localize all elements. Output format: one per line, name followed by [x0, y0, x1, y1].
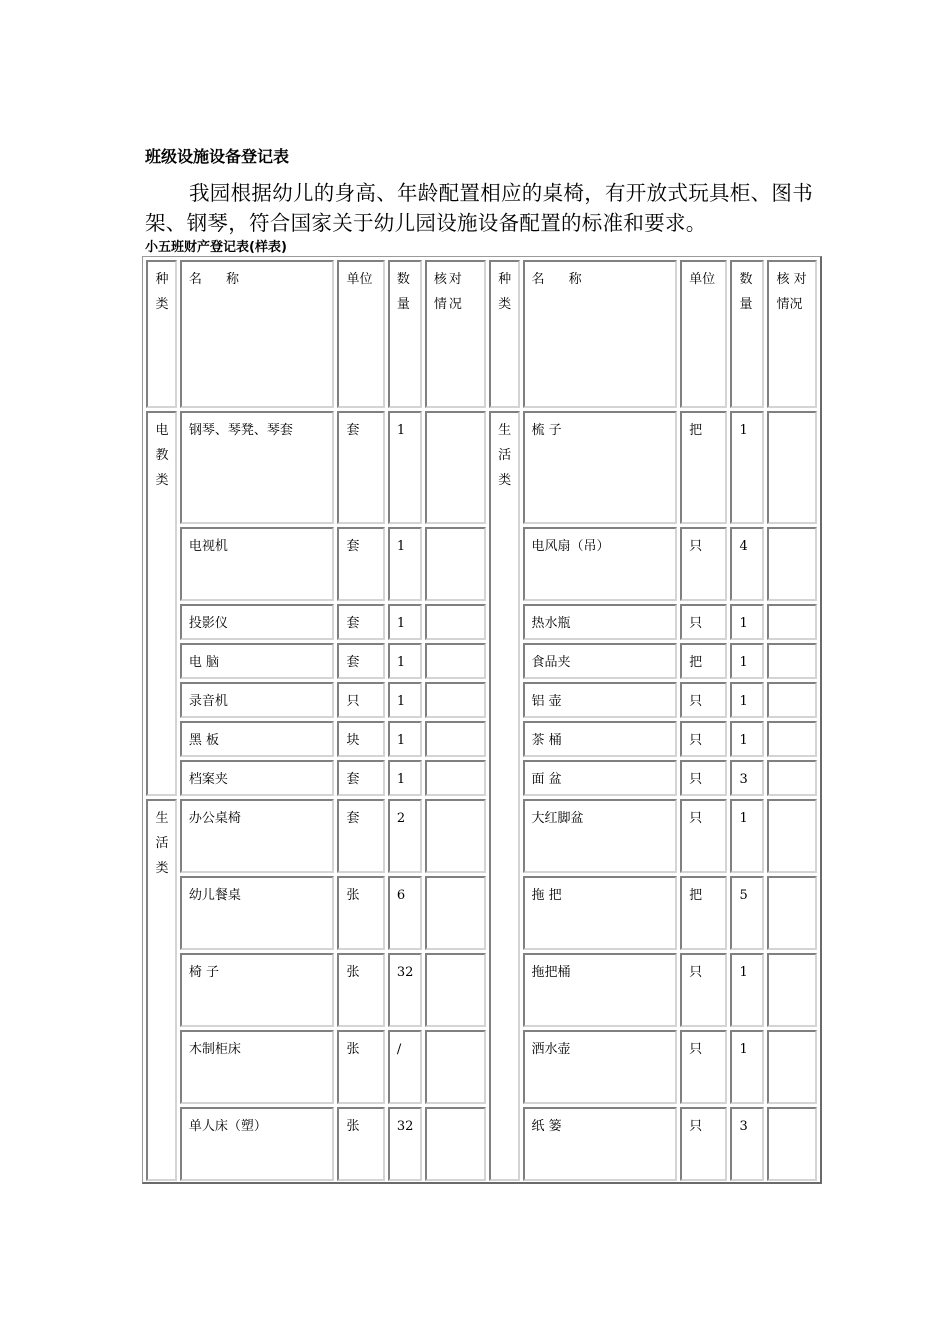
item-name-left: 档案夹 [180, 760, 335, 796]
item-unit-left: 套 [337, 604, 384, 640]
header-category-right: 种 类 [489, 260, 520, 408]
header-unit-right: 单位 [680, 260, 727, 408]
header-category-left: 种 类 [146, 260, 177, 408]
item-unit-right: 只 [680, 760, 727, 796]
table-row [146, 721, 817, 757]
item-qty-right: 1 [730, 682, 764, 718]
header-check-left: 核对情况 [425, 260, 486, 408]
header-name-right: 名 称 [523, 260, 678, 408]
category-left-electronics: 电 教 类 [146, 411, 177, 796]
item-check-right [767, 760, 817, 796]
item-name-right: 拖把桶 [523, 953, 678, 1027]
item-unit-right: 把 [680, 876, 727, 950]
table-row [146, 643, 817, 679]
item-qty-left: 1 [388, 527, 422, 601]
item-qty-right: 1 [730, 411, 764, 524]
item-name-left: 投影仪 [180, 604, 335, 640]
item-unit-left: 套 [337, 760, 384, 796]
property-register-table [142, 256, 822, 1184]
table-row [146, 1107, 817, 1181]
table-row [146, 953, 817, 1027]
item-name-left: 椅 子 [180, 953, 335, 1027]
item-qty-left: 1 [388, 604, 422, 640]
item-qty-right: 1 [730, 643, 764, 679]
item-qty-left: 1 [388, 643, 422, 679]
item-name-right: 纸 篓 [523, 1107, 678, 1181]
item-name-left: 单人床（塑） [180, 1107, 335, 1181]
item-check-right [767, 953, 817, 1027]
item-unit-right: 只 [680, 1030, 727, 1104]
header-row [146, 260, 817, 408]
item-qty-right: 1 [730, 1030, 764, 1104]
item-check-left [425, 1107, 486, 1181]
header-unit-left: 单位 [337, 260, 384, 408]
item-unit-right: 只 [680, 799, 727, 873]
item-unit-right: 只 [680, 527, 727, 601]
item-qty-right: 1 [730, 953, 764, 1027]
header-qty-left: 数 量 [388, 260, 422, 408]
item-unit-left: 套 [337, 643, 384, 679]
item-unit-left: 块 [337, 721, 384, 757]
table-row [146, 799, 817, 873]
item-check-left [425, 1030, 486, 1104]
item-check-right [767, 682, 817, 718]
item-qty-left: 2 [388, 799, 422, 873]
item-name-left: 木制柜床 [180, 1030, 335, 1104]
item-qty-left: / [388, 1030, 422, 1104]
header-check-right: 核 对 情况 [767, 260, 817, 408]
item-qty-right: 1 [730, 799, 764, 873]
item-qty-right: 1 [730, 721, 764, 757]
item-unit-right: 只 [680, 721, 727, 757]
page-title: 班级设施设备登记表 [145, 147, 290, 166]
item-qty-right: 3 [730, 1107, 764, 1181]
item-qty-left: 1 [388, 682, 422, 718]
item-name-right: 电风扇（吊） [523, 527, 678, 601]
item-qty-right: 5 [730, 876, 764, 950]
table-row [146, 411, 817, 524]
item-unit-left: 张 [337, 876, 384, 950]
item-check-right [767, 1107, 817, 1181]
item-name-right: 食品夹 [523, 643, 678, 679]
item-name-left: 黑 板 [180, 721, 335, 757]
item-name-right: 铝 壶 [523, 682, 678, 718]
item-qty-left: 1 [388, 760, 422, 796]
item-unit-left: 张 [337, 1107, 384, 1181]
table-row [146, 682, 817, 718]
item-qty-right: 4 [730, 527, 764, 601]
table-row [146, 604, 817, 640]
item-name-left: 办公桌椅 [180, 799, 335, 873]
item-qty-left: 32 [388, 1107, 422, 1181]
item-check-right [767, 604, 817, 640]
item-check-right [767, 527, 817, 601]
item-name-left: 电视机 [180, 527, 335, 601]
table-row [146, 760, 817, 796]
item-check-right [767, 1030, 817, 1104]
item-check-left [425, 682, 486, 718]
item-check-left [425, 527, 486, 601]
item-check-right [767, 799, 817, 873]
item-unit-right: 只 [680, 682, 727, 718]
item-qty-right: 3 [730, 760, 764, 796]
item-unit-left: 张 [337, 953, 384, 1027]
item-qty-left: 1 [388, 411, 422, 524]
item-unit-right: 只 [680, 953, 727, 1027]
item-name-right: 洒水壶 [523, 1030, 678, 1104]
category-right-living: 生 活 类 [489, 411, 520, 1181]
item-qty-left: 1 [388, 721, 422, 757]
table-row [146, 876, 817, 950]
item-name-right: 茶 桶 [523, 721, 678, 757]
category-left-living: 生 活 类 [146, 799, 177, 1181]
item-check-left [425, 876, 486, 950]
item-check-right [767, 411, 817, 524]
item-name-left: 电 脑 [180, 643, 335, 679]
item-unit-right: 只 [680, 604, 727, 640]
intro-paragraph: 我园根据幼儿的身高、年龄配置相应的桌椅，有开放式玩具柜、图书架、钢琴，符合国家关于幼儿园设施设备配置的标准和要求。 [145, 181, 813, 235]
item-check-left [425, 721, 486, 757]
item-unit-right: 把 [680, 411, 727, 524]
header-qty-right: 数 量 [730, 260, 764, 408]
item-name-right: 热水瓶 [523, 604, 678, 640]
item-unit-left: 张 [337, 1030, 384, 1104]
table-caption: 小五班财产登记表(样表) [145, 240, 287, 255]
item-unit-left: 只 [337, 682, 384, 718]
item-name-right: 拖 把 [523, 876, 678, 950]
item-unit-right: 只 [680, 1107, 727, 1181]
item-unit-left: 套 [337, 799, 384, 873]
item-unit-right: 把 [680, 643, 727, 679]
item-unit-left: 套 [337, 411, 384, 524]
table-row [146, 527, 817, 601]
header-name-left: 名 称 [180, 260, 335, 408]
item-qty-left: 32 [388, 953, 422, 1027]
item-name-right: 大红脚盆 [523, 799, 678, 873]
item-check-left [425, 760, 486, 796]
item-check-right [767, 643, 817, 679]
item-qty-right: 1 [730, 604, 764, 640]
item-name-right: 面 盆 [523, 760, 678, 796]
item-name-left: 录音机 [180, 682, 335, 718]
item-qty-left: 6 [388, 876, 422, 950]
item-name-right: 梳 子 [523, 411, 678, 524]
item-name-left: 钢琴、琴凳、琴套 [180, 411, 335, 524]
item-unit-left: 套 [337, 527, 384, 601]
item-check-right [767, 876, 817, 950]
table-row [146, 1030, 817, 1104]
item-check-right [767, 721, 817, 757]
item-check-left [425, 643, 486, 679]
item-check-left [425, 604, 486, 640]
item-check-left [425, 799, 486, 873]
item-check-left [425, 953, 486, 1027]
item-check-left [425, 411, 486, 524]
item-name-left: 幼儿餐桌 [180, 876, 335, 950]
